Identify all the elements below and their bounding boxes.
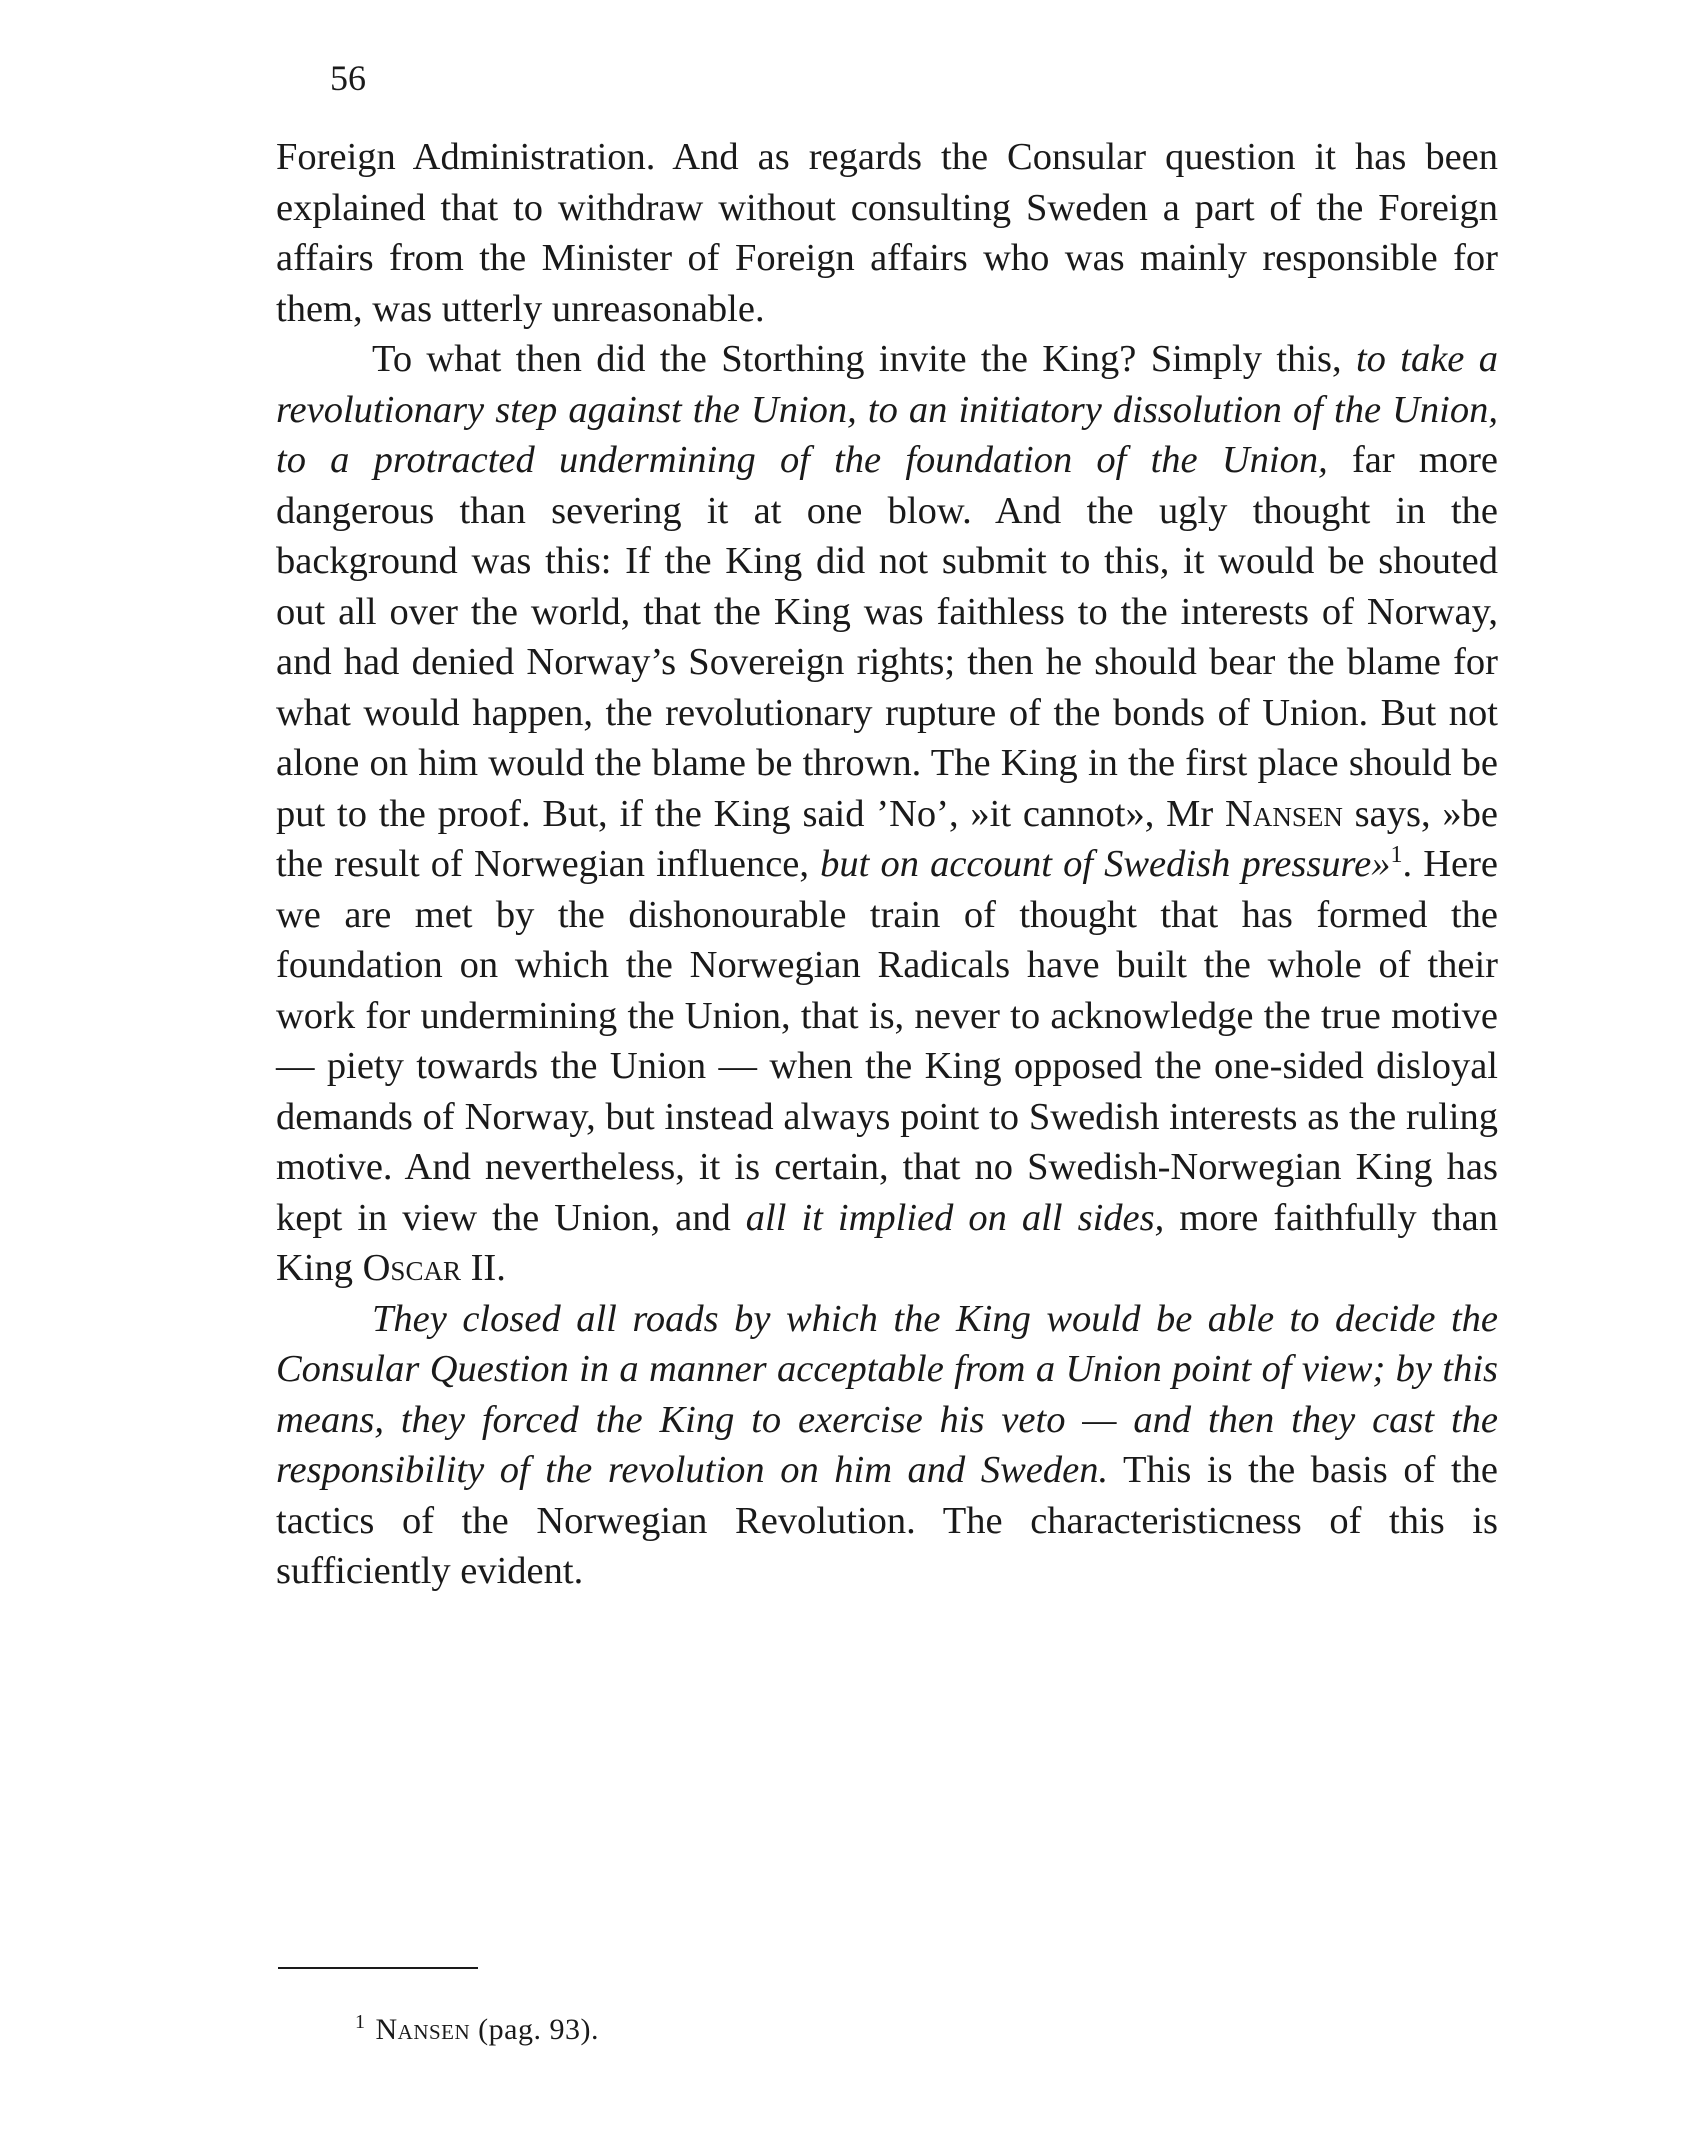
footnote-reference-text: (pag. 93). — [478, 2013, 599, 2046]
paragraph-2-italic-2: but on account of Swedish pressure» — [820, 843, 1391, 885]
footnote-author: Nansen — [375, 2013, 471, 2046]
paragraph-2-text-2: far more dangerous than severing it at one blow. And the ugly thought in the background was this: If the King did not submit to this, it would be shouted out all over the world, that the King was faithless to the interests of Norway, and had denied Norway’s Sovereign rights; then he should bear the blame for what would happen, the revolutionary rupture of the bonds of Union. But not alone on him would the blame be thrown. The King in the first place should be put to the proof. But, if the King said ’No’, »it cannot», Mr — [276, 439, 1498, 835]
paragraph-1: Foreign Administration. And as regards the Consular question it has been explained that to withdraw without consulting Sweden a part of the Foreign affairs from the Minister of Foreign affairs who was mainly responsible for them, was utterly unreasonable. — [276, 136, 1498, 330]
paragraph-2-italic-3: all it implied on all sides, — [745, 1196, 1165, 1239]
footnote-reference: 1 — [1390, 842, 1403, 869]
paragraph-2-text-5: more faithfully than King — [276, 1196, 1498, 1289]
footnote-marker: 1 — [355, 2011, 366, 2033]
author-name-nansen: Nansen — [1225, 792, 1343, 835]
paragraph-2-text-1: To what then did the Storthing invite the King? Simply this, — [372, 338, 1356, 380]
paragraph-2-italic-1: to take a revolutionary step against the Union, to an initiatory dissolution of the Union, to a protracted undermining of the foundation of the Union, — [276, 338, 1498, 481]
footnote — [355, 2012, 599, 2045]
paragraph-3 — [276, 1294, 1498, 1597]
paragraph-2-text-6: II. — [460, 1247, 506, 1289]
paragraph-2-text-4: . Here we are met by the dishonourable train of thought that has formed the foundation on which the Norwegian Radicals have built the whole of their work for undermining the Union, that is, never to acknowledge the true motive — piety towards the Union — when the King opposed the one-sided disloyal demands of Norway, but instead always point to Swedish interests as the ruling motive. And nevertheless, it is certain, that no Swedish-Norwegian King has kept in view the Union, and — [276, 843, 1498, 1239]
page-number: 56 — [330, 58, 366, 98]
king-name-oscar: Oscar — [362, 1247, 461, 1289]
paragraph-3-italic-1: They closed all roads by which the King would be able to decide the Consular Question in a manner acceptable from a Union point of view; by this means, they forced the King to exercise his veto — and then they cast the responsibility of the revolution on him and Sweden. — [276, 1297, 1498, 1491]
body-text — [276, 132, 1498, 1597]
paragraph-2-text-3: says, »be the result of Norwegian influence, — [276, 792, 1498, 885]
paragraph-2 — [276, 334, 1498, 1294]
footnote-divider — [278, 1967, 478, 1969]
paragraph-3-text-1: This is the basis of the tactics of the Norwegian Revolution. The characteristicness of this is sufficiently evident. — [276, 1449, 1498, 1592]
